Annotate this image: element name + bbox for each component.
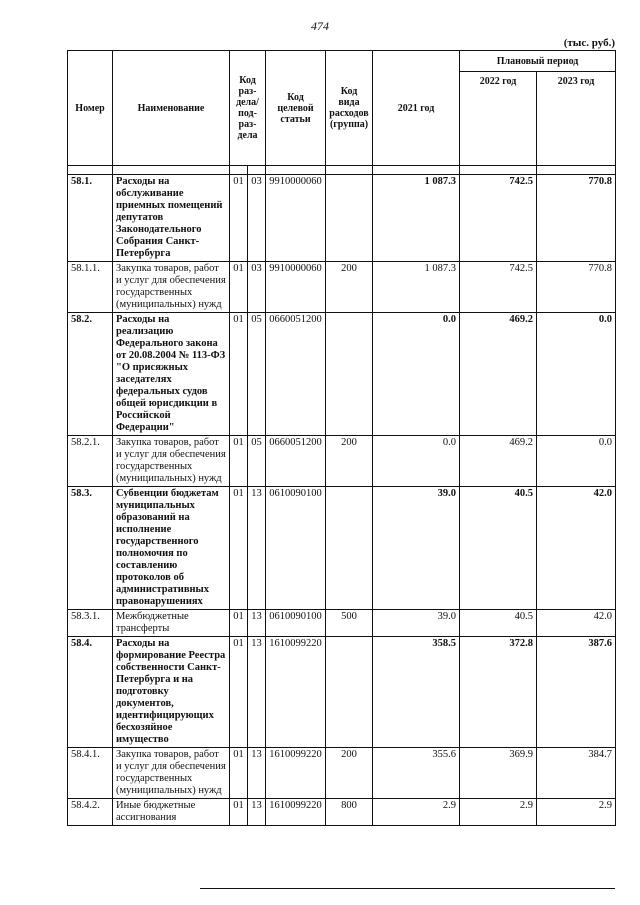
- cell-type: 200: [326, 748, 373, 799]
- cell-num: 58.1.1.: [68, 262, 113, 313]
- cell-v2023: 0.0: [537, 313, 616, 436]
- cell-v2022: 2.9: [460, 799, 537, 826]
- table-row: [68, 262, 616, 313]
- cell-name: Закупка товаров, работ и услуг для обеспечения государственных (муниципальных) нужд: [113, 436, 230, 487]
- cell-v2022: 469.2: [460, 313, 537, 436]
- header-2021: 2021 год: [373, 51, 460, 166]
- cell-sub: 13: [248, 610, 266, 637]
- header-target: Код целевой статьи: [266, 51, 326, 166]
- cell-type: 200: [326, 436, 373, 487]
- table-row: [68, 637, 616, 748]
- cell-target: 9910000060: [266, 262, 326, 313]
- cell-v2023: 42.0: [537, 487, 616, 610]
- cell-v2022: 742.5: [460, 262, 537, 313]
- cell-sec: 01: [230, 487, 248, 610]
- cell-v2023: 2.9: [537, 799, 616, 826]
- cell-v2021: 39.0: [373, 610, 460, 637]
- table-row: [68, 610, 616, 637]
- table-row: [68, 436, 616, 487]
- header-section: Код раз-дела/ под-раз-дела: [230, 51, 266, 166]
- cell-sub: 13: [248, 799, 266, 826]
- cell-num: 58.1.: [68, 175, 113, 262]
- cell-name: Закупка товаров, работ и услуг для обеспечения государственных (муниципальных) нужд: [113, 262, 230, 313]
- cell-v2021: 355.6: [373, 748, 460, 799]
- cell-sub: 05: [248, 313, 266, 436]
- cell-v2021: 0.0: [373, 436, 460, 487]
- cell-sub: 13: [248, 637, 266, 748]
- cell-v2023: 42.0: [537, 610, 616, 637]
- cell-sec: 01: [230, 175, 248, 262]
- header-row-1: [68, 51, 616, 72]
- table-row: [68, 313, 616, 436]
- header-planned-period: Плановый период: [460, 51, 616, 72]
- cell-v2022: 40.5: [460, 487, 537, 610]
- cell-name: Расходы на обслуживание приемных помещений депутатов Законодательного Собрания Санкт-Петербурга: [113, 175, 230, 262]
- cell-name: Расходы на формирование Реестра собственности Санкт-Петербурга и на подготовку документов, идентифицирующих бесхозяйное имущество: [113, 637, 230, 748]
- cell-sec: 01: [230, 436, 248, 487]
- page-number: 474: [311, 19, 329, 33]
- cell-target: 1610099220: [266, 799, 326, 826]
- header-number: Номер: [68, 51, 113, 166]
- cell-num: 58.4.: [68, 637, 113, 748]
- cell-target: 0660051200: [266, 436, 326, 487]
- cell-sub: 13: [248, 487, 266, 610]
- header-2023: 2023 год: [537, 72, 616, 166]
- cell-v2021: 2.9: [373, 799, 460, 826]
- cell-sec: 01: [230, 637, 248, 748]
- cell-target: 0610090100: [266, 487, 326, 610]
- cell-v2021: 1 087.3: [373, 262, 460, 313]
- cell-target: 1610099220: [266, 637, 326, 748]
- cell-num: 58.3.: [68, 487, 113, 610]
- cell-v2022: 742.5: [460, 175, 537, 262]
- cell-sec: 01: [230, 262, 248, 313]
- table-body: [68, 175, 616, 826]
- cell-type: [326, 313, 373, 436]
- cell-num: 58.2.1.: [68, 436, 113, 487]
- cell-v2022: 469.2: [460, 436, 537, 487]
- header-expense-type: Код вида расходов (группа): [326, 51, 373, 166]
- table-row: [68, 799, 616, 826]
- cell-sub: 05: [248, 436, 266, 487]
- cell-target: 0660051200: [266, 313, 326, 436]
- cell-v2021: 39.0: [373, 487, 460, 610]
- header-name: Наименование: [113, 51, 230, 166]
- cell-num: 58.3.1.: [68, 610, 113, 637]
- cell-name: Субвенции бюджетам муниципальных образований на исполнение государственного полномочия по составлению протоколов об административных правонарушениях: [113, 487, 230, 610]
- header-2022: 2022 год: [460, 72, 537, 166]
- units-label: (тыс. руб.): [563, 37, 615, 49]
- cell-name: Межбюджетные трансферты: [113, 610, 230, 637]
- cell-num: 58.4.2.: [68, 799, 113, 826]
- cell-type: 200: [326, 262, 373, 313]
- cell-v2023: 0.0: [537, 436, 616, 487]
- table-row: [68, 487, 616, 610]
- cell-sub: 03: [248, 175, 266, 262]
- cell-v2022: 372.8: [460, 637, 537, 748]
- cell-v2023: 384.7: [537, 748, 616, 799]
- cell-v2023: 770.8: [537, 175, 616, 262]
- cell-sub: 03: [248, 262, 266, 313]
- cell-target: 1610099220: [266, 748, 326, 799]
- table-row: [68, 175, 616, 262]
- cell-v2023: 770.8: [537, 262, 616, 313]
- bottom-rule: [200, 888, 615, 889]
- cell-type: 800: [326, 799, 373, 826]
- cell-target: 0610090100: [266, 610, 326, 637]
- cell-num: 58.2.: [68, 313, 113, 436]
- cell-sec: 01: [230, 748, 248, 799]
- cell-v2021: 0.0: [373, 313, 460, 436]
- cell-v2023: 387.6: [537, 637, 616, 748]
- cell-type: [326, 637, 373, 748]
- cell-sub: 13: [248, 748, 266, 799]
- cell-v2022: 40.5: [460, 610, 537, 637]
- table-row: [68, 748, 616, 799]
- cell-v2021: 1 087.3: [373, 175, 460, 262]
- cell-v2022: 369.9: [460, 748, 537, 799]
- budget-table: [67, 50, 616, 826]
- cell-name: Расходы на реализацию Федерального закона от 20.08.2004 № 113-ФЗ "О присяжных заседателях федеральных судов общей юрисдикции в Российской Федерации": [113, 313, 230, 436]
- cell-type: 500: [326, 610, 373, 637]
- cell-sec: 01: [230, 799, 248, 826]
- cell-target: 9910000060: [266, 175, 326, 262]
- cell-type: [326, 175, 373, 262]
- cell-num: 58.4.1.: [68, 748, 113, 799]
- cell-name: Иные бюджетные ассигнования: [113, 799, 230, 826]
- cell-sec: 01: [230, 313, 248, 436]
- cell-type: [326, 487, 373, 610]
- cell-v2021: 358.5: [373, 637, 460, 748]
- cell-sec: 01: [230, 610, 248, 637]
- cell-name: Закупка товаров, работ и услуг для обеспечения государственных (муниципальных) нужд: [113, 748, 230, 799]
